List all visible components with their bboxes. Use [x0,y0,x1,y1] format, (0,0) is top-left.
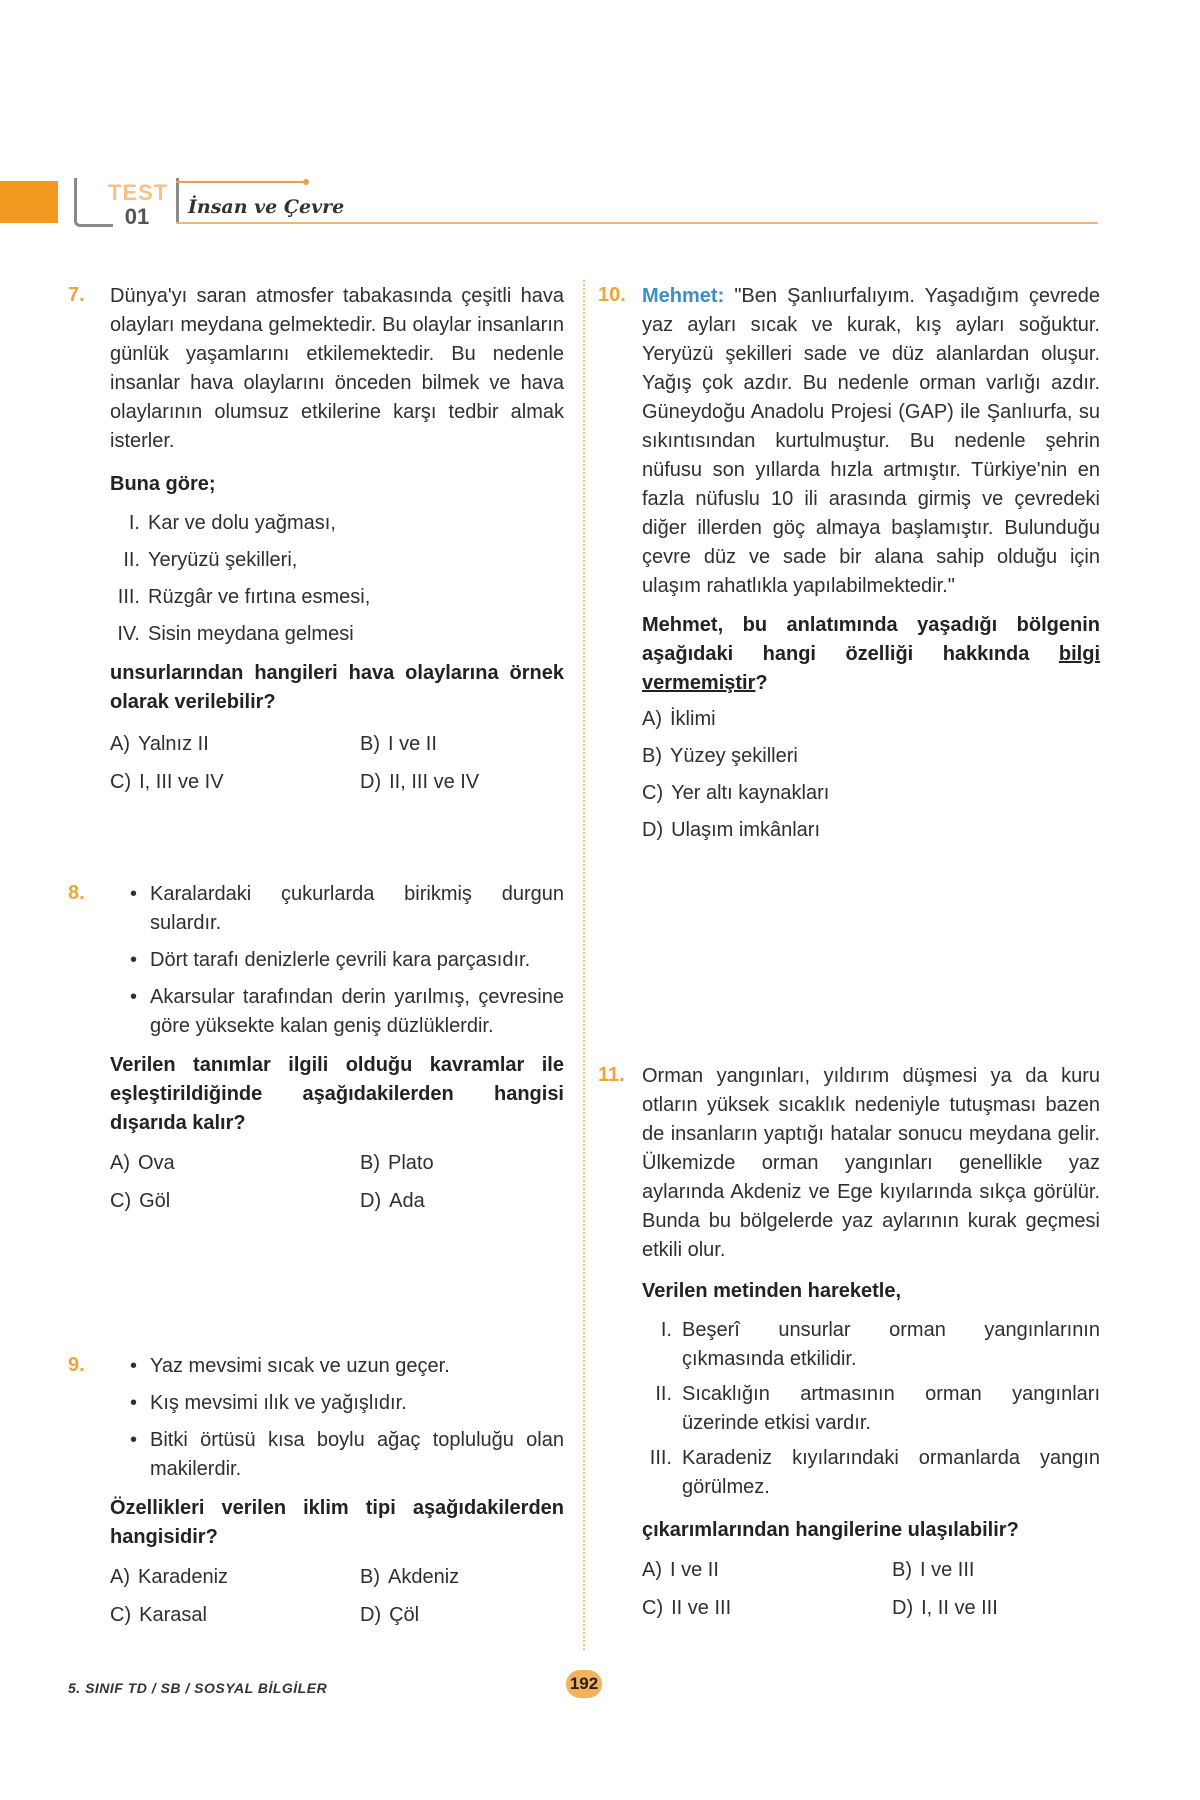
option-c[interactable]: C) II ve III [642,1597,732,1619]
answer-options [110,1566,564,1646]
question-number: 7. [68,284,85,306]
header-color-tab [0,181,58,223]
question-prompt: Mehmet, bu anlatımında yaşadığı bölgenin aşağıdaki hangi özelliği hakkında bilgi vermemiştir? [642,614,1100,694]
answer-options [642,1559,1100,1639]
option-d[interactable]: D) I, II ve III [892,1597,998,1619]
unit-title: İnsan ve Çevre [188,196,345,218]
list-item: • Kış mevsimi ılık ve yağışlıdır. [130,1392,407,1414]
option-d[interactable]: D) II, III ve IV [360,771,480,793]
list-item: I. Kar ve dolu yağması, [128,512,336,534]
header-top-line [176,181,306,183]
header-separator [176,178,179,224]
list-item: • Karalardaki çukurlarda birikmiş durgun sulardır. [130,883,564,934]
list-item: • Akarsular tarafından derin yarılmış, çevresine göre yüksekte kalan geniş düzlüklerdir. [130,986,564,1037]
question-text: Orman yangınları, yıldırım düşmesi ya da kuru otların yüksek sıcaklık nedeniyle tutuşması bazen de insanların yaptığı hatalar sonucu meydana gelir. Ülkemizde orman yangınları genellikle yaz aylarında Akdeniz ve Ege kıyılarında sıkça görülür. Bunda bu bölgelerde yaz aylarının kurak geçmesi etkili olur. [642,1065,1100,1261]
question-9 [68,1352,564,1646]
header-rule [176,222,1098,224]
question-prompt: unsurlarından hangileri hava olaylarına örnek olarak verilebilir? [110,662,564,713]
question-7 [68,282,564,813]
option-b[interactable]: B) Plato [360,1152,434,1174]
option-d[interactable]: D) Ada [360,1190,425,1212]
option-c[interactable]: C) Yer altı kaynakları [642,782,830,804]
list-item: • Yaz mevsimi sıcak ve uzun geçer. [130,1355,450,1377]
list-item: III. Rüzgâr ve fırtına esmesi, [117,586,371,608]
question-number: 8. [68,882,85,904]
answer-options [110,1152,564,1232]
option-d[interactable]: D) Çöl [360,1604,420,1626]
option-a[interactable]: A) I ve II [642,1559,719,1581]
test-number: 01 [124,204,150,229]
option-b[interactable]: B) Yüzey şekilleri [642,745,798,767]
test-word: TEST [108,180,169,205]
question-text: Mehmet: "Ben Şanlıurfalıyım. Yaşadığım çevrede yaz ayları sıcak ve kurak, kış ayları soğuktur. Yeryüzü şekilleri sade ve düz alanlardan oluşur. Yağış çok azdır. Bu nedenle orman varlığı azdır. Güneydoğu Anadolu Projesi (GAP) ile Şanlıurfa, su sıkıntısından kurtulmuştur. Bu nedenle şehrin nüfusu son yıllarda hızla artmıştır. Türkiye'nin en fazla nüfuslu 10 ili arasında girmiş ve çevredeki diğer illerden göç almaya başlamıştır. Bulunduğu çevre düz ve sade bir alana sahip olduğu için ulaşım rahatlıkla yapılabilmektedir." [642,285,1100,597]
list-item: I. Beşerî unsurlar orman yangınlarının çıkmasında etkilidir. [660,1319,1100,1370]
question-number: 11. [598,1064,625,1086]
speaker-name: Mehmet: [642,285,725,307]
list-item: III. Karadeniz kıyılarındaki ormanlarda yangın görülmez. [649,1447,1100,1498]
option-b[interactable]: B) Akdeniz [360,1566,460,1588]
bullet-list [130,1352,564,1484]
answer-options [110,733,564,813]
question-lead: Verilen metinden hareketle, [642,1280,901,1302]
answer-options [642,708,1100,842]
test-label [108,180,169,229]
roman-list [110,509,564,649]
underlined-phrase: bilgi vermemiştir [642,643,1100,694]
list-item: IV. Sisin meydana gelmesi [117,623,354,645]
option-c[interactable]: C) I, III ve IV [110,771,224,793]
list-item: • Dört tarafı denizlerle çevrili kara parçasıdır. [130,949,531,971]
option-b[interactable]: B) I ve II [360,733,437,755]
roman-list [642,1316,1100,1502]
question-prompt: Özellikleri verilen iklim tipi aşağıdakilerden hangisidir? [110,1497,564,1548]
book-label: 5. SINIF TD / SB / SOSYAL BİLGİLER [68,1680,328,1696]
question-8 [68,880,564,1232]
question-number: 10. [598,284,626,306]
question-number: 9. [68,1354,85,1376]
column-divider [583,280,585,1650]
page-number: 192 [566,1670,602,1698]
option-a[interactable]: A) Ova [110,1152,175,1174]
option-d[interactable]: D) Ulaşım imkânları [642,819,821,841]
question-10 [598,282,1100,842]
question-text: Dünya'yı saran atmosfer tabakasında çeşitli hava olayları meydana gelmektedir. Bu olaylar insanların günlük yaşamlarını etkilemektedir. Bu nedenle insanlar hava olaylarını önceden bilmek ve hava olaylarının olumsuz etkilerine karşı tedbir almak isterler. [110,285,564,452]
option-c[interactable]: C) Göl [110,1190,171,1212]
header-dot [303,179,309,185]
list-item: • Bitki örtüsü kısa boylu ağaç topluluğu olan makilerdir. [130,1429,564,1480]
question-prompt: Verilen tanımlar ilgili olduğu kavramlar ile eşleştirildiğinde aşağıdakilerden hangisi dışarıda kalır? [110,1054,564,1134]
option-c[interactable]: C) Karasal [110,1604,207,1626]
option-a[interactable]: A) Karadeniz [110,1566,229,1588]
question-prompt: çıkarımlarından hangilerine ulaşılabilir? [642,1519,1019,1541]
list-item: II. Yeryüzü şekilleri, [123,549,298,571]
option-b[interactable]: B) I ve III [892,1559,975,1581]
question-11 [598,1062,1100,1639]
bullet-list [130,880,564,1041]
option-a[interactable]: A) Yalnız II [110,733,209,755]
list-item: II. Sıcaklığın artmasının orman yangınları üzerinde etkisi vardır. [655,1383,1100,1434]
question-lead: Buna göre; [110,473,216,495]
option-a[interactable]: A) İklimi [642,708,716,730]
